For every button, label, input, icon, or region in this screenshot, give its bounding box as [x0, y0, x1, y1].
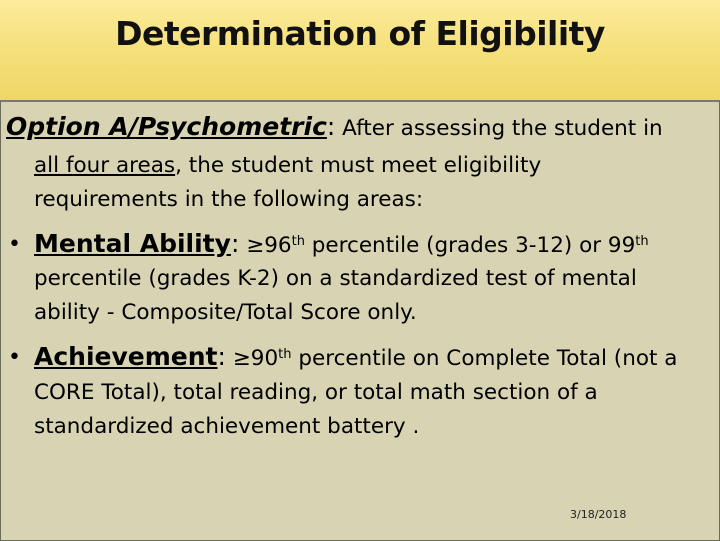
slide-date: 3/18/2018: [570, 508, 627, 521]
mental-ability-line-3: ability - Composite/Total Score only.: [34, 300, 417, 325]
achievement-line-3: standardized achievement battery .: [34, 414, 420, 439]
intro-line-1: [6, 110, 663, 146]
mental-ability-colon: :: [230, 229, 240, 258]
achievement-label: Achievement: [34, 342, 218, 371]
achievement-line-2: CORE Total), total reading, or total math section of a: [34, 380, 598, 405]
option-colon: :: [326, 112, 336, 141]
achievement-text-1: ≥90: [225, 346, 279, 371]
mental-ability-text-2: percentile (grades 3-12) or 99: [304, 233, 636, 258]
bullet-dot: •: [8, 232, 21, 257]
mental-ability-line-2: percentile (grades K-2) on a standardized test of mental: [34, 266, 637, 291]
intro-text-1: After assessing the student in: [335, 116, 663, 141]
intro-line-3: requirements in the following areas:: [34, 187, 424, 212]
title-band: [0, 0, 720, 100]
superscript: th: [291, 234, 305, 249]
mental-ability-label: Mental Ability: [34, 229, 231, 258]
achievement-colon: :: [217, 342, 226, 371]
superscript: th: [278, 347, 292, 362]
all-four-areas-link: all four areas: [34, 153, 176, 178]
mental-ability-text-1: ≥96: [239, 233, 292, 258]
bullet-dot: •: [8, 345, 21, 370]
option-label: Option A/Psychometric: [6, 112, 327, 141]
achievement-text-2: percentile on Complete Total (not a: [291, 346, 678, 371]
superscript: th: [635, 234, 649, 249]
intro-line-2: [34, 149, 541, 183]
intro-text-2: , the student must meet eligibility: [175, 153, 542, 178]
mental-ability-line-1: [34, 227, 649, 263]
slide-title: Determination of Eligibility: [115, 14, 605, 53]
achievement-line-1: [34, 340, 677, 376]
